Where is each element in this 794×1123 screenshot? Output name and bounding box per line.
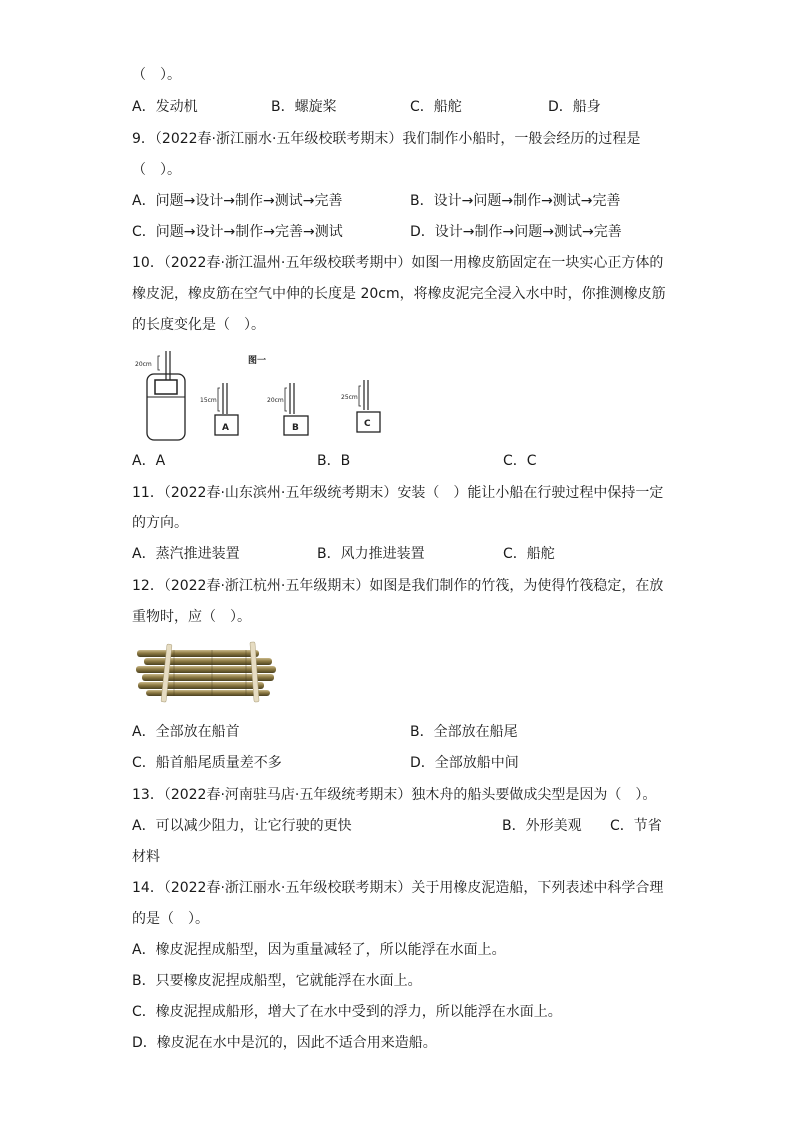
q14-option-c: C．橡皮泥捏成船形，增大了在水中受到的浮力，所以能浮在水面上。	[132, 1004, 562, 1020]
q14-stem-line2: 的是（ ）。	[132, 911, 209, 927]
q13-option-c-wrap: 材料	[132, 849, 160, 865]
q8-option-a: A．发动机	[132, 99, 198, 115]
b-box-label: B	[292, 423, 299, 433]
q11-stem-line1: 11．（2022春·山东滨州·五年级统考期末）安装（ ）能让小船在行驶过程中保持一定	[132, 485, 664, 501]
main-bracket	[158, 356, 160, 370]
q12-option-d: D．全部放船中间	[410, 755, 519, 771]
q13-option-a: A．可以减少阻力，让它行驶的更快	[132, 818, 352, 834]
a-length-label: 15cm	[200, 397, 217, 404]
q10-option-b: B．B	[317, 453, 351, 469]
q14-option-b: B．只要橡皮泥捏成船型，它就能浮在水面上。	[132, 973, 422, 989]
q11-option-a: A．蒸汽推进装置	[132, 546, 240, 562]
q14-option-d: D．橡皮泥在水中是沉的，因此不适合用来造船。	[132, 1035, 437, 1051]
q12-stem-line2: 重物时，应（ ）。	[132, 609, 251, 625]
q10-option-c: C．C	[503, 453, 537, 469]
q13-stem-line1: 13．（2022春·河南驻马店·五年级统考期末）独木舟的船头要做成尖型是因为（ ）。	[132, 787, 657, 803]
q9-option-b: B．设计→问题→制作→测试→完善	[410, 193, 621, 209]
q11-stem-line2: 的方向。	[132, 515, 188, 531]
q8-stem-tail: （ ）。	[132, 67, 181, 83]
q8-option-d: D．船身	[548, 99, 601, 115]
b-length-label: 20cm	[267, 397, 284, 404]
q11-option-b: B．风力推进装置	[317, 546, 425, 562]
q13-option-b: B．外形美观	[502, 818, 582, 834]
q14-stem-line1: 14．（2022春·浙江丽水·五年级校联考期末）关于用橡皮泥造船，下列表述中科学合理	[132, 880, 664, 896]
q10-stem-line1: 10．（2022春·浙江温州·五年级校联考期中）如图一用橡皮筋固定在一块实心正方体的	[132, 255, 664, 271]
q12-option-a: A．全部放在船首	[132, 724, 240, 740]
q9-option-c: C．问题→设计→制作→完善→测试	[132, 224, 343, 240]
a-bracket	[218, 388, 220, 411]
main-length-label: 20cm	[135, 361, 152, 368]
q8-option-c: C．船舵	[410, 99, 462, 115]
q10-option-a: A．A	[132, 453, 166, 469]
c-length-label: 25cm	[341, 394, 358, 401]
q9-stem-line2: （ ）。	[132, 162, 181, 178]
a-box-label: A	[222, 423, 229, 433]
q12-option-c: C．船首船尾质量差不多	[132, 755, 282, 771]
c-bracket	[359, 386, 361, 406]
q9-option-d: D．设计→制作→问题→测试→完善	[410, 224, 622, 240]
q13-option-c: C．节省	[610, 818, 662, 834]
c-box-label: C	[364, 419, 371, 429]
b-bracket	[285, 388, 287, 411]
figure-title: 图一	[248, 356, 267, 366]
q14-option-a: A．橡皮泥捏成船型，因为重量减轻了，所以能浮在水面上。	[132, 942, 506, 958]
q9-stem-line1: 9．（2022春·浙江丽水·五年级校联考期末）我们制作小船时，一般会经历的过程是	[132, 131, 641, 147]
q9-option-a: A．问题→设计→制作→测试→完善	[132, 193, 343, 209]
q10-stem-line3: 的长度变化是（ ）。	[132, 317, 265, 333]
q12-option-b: B．全部放在船尾	[410, 724, 518, 740]
clay-block	[155, 380, 177, 394]
q10-figure	[134, 344, 394, 444]
bamboo-raft-photo	[134, 636, 280, 708]
q11-option-c: C．船舵	[503, 546, 555, 562]
q12-stem-line1: 12．（2022春·浙江杭州·五年级期末）如图是我们制作的竹筏，为使得竹筏稳定，在放	[132, 578, 664, 594]
q10-stem-line2: 橡皮泥，橡皮筋在空气中伸的长度是 20cm，将橡皮泥完全浸入水中时，你推测橡皮筋	[132, 286, 666, 302]
q8-option-b: B．螺旋桨	[271, 99, 337, 115]
